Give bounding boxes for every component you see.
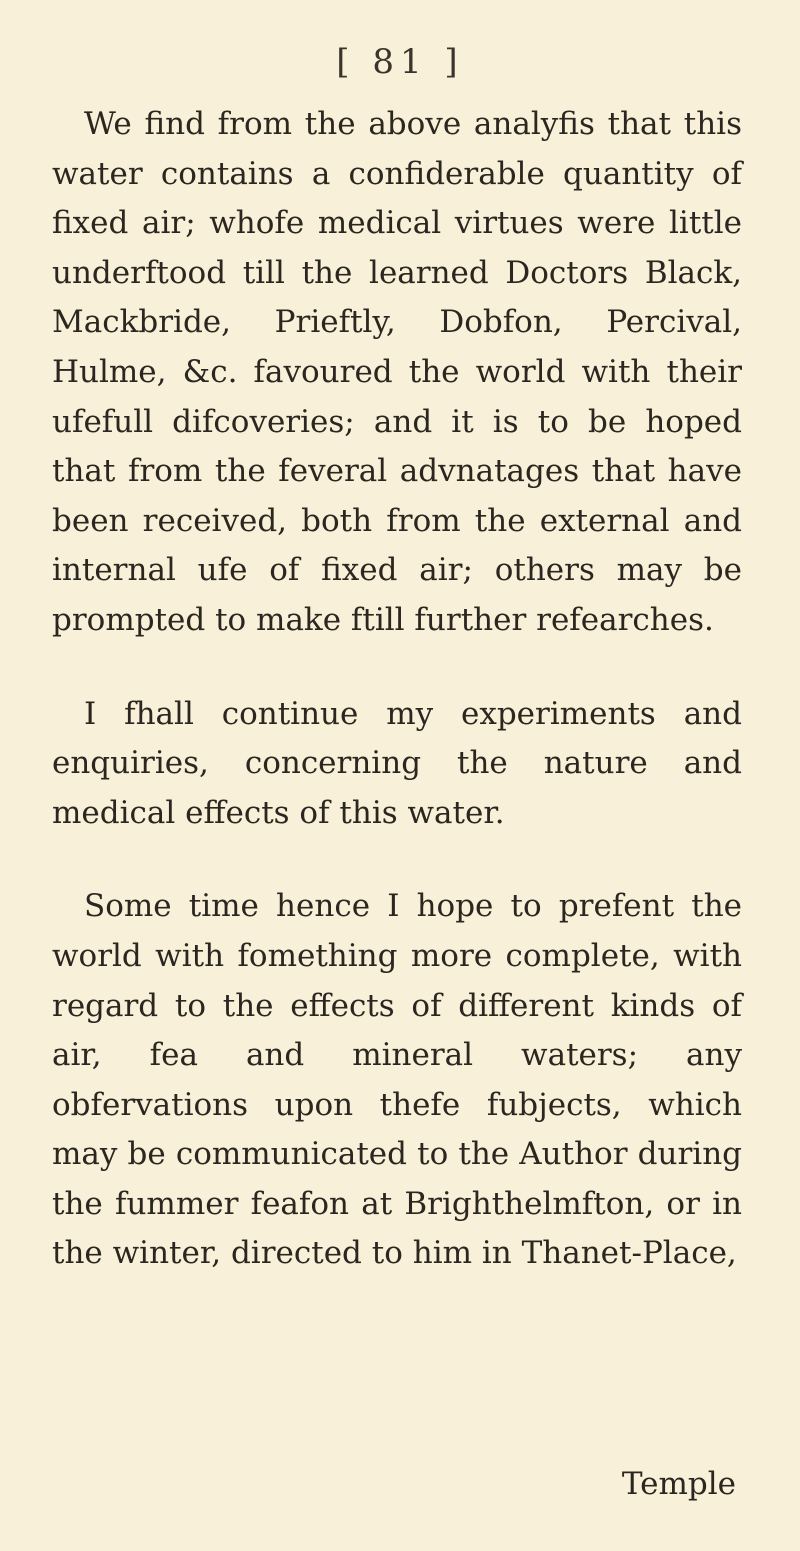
page-number-header: [ 81 ] [336,42,464,82]
body-text [52,100,742,1323]
paragraph-future-work: Some time hence I hope to prefent the world with fomething more complete, with regard to the effects of different kinds of air, fea and mineral waters; any obfervations upon thefe fubjects, which may be communicated to the Author during the fummer feafon at Brighthelmfton, or in the winter, directed to him in Thanet-Place, [52,888,742,1272]
catchword: Temple [621,1466,736,1502]
paragraph-experiments: I fhall continue my experiments and enquiries, concerning the nature and medical effects of this water. [52,695,742,831]
paragraph-analysis: We find from the above analyfis that this water contains a confiderable quantity of fixed air; whofe medical virtues were little underftood till the learned Doctors Black, Mackbride, Prieftly, Dobfon, Percival, Hulme, &c. favoured the world with their ufefull difcoveries; and it is to be hoped that from the feveral advnatages that have been received, both from the external and internal ufe of fixed air; others may be prompted to make ftill further refearches. [52,106,742,638]
